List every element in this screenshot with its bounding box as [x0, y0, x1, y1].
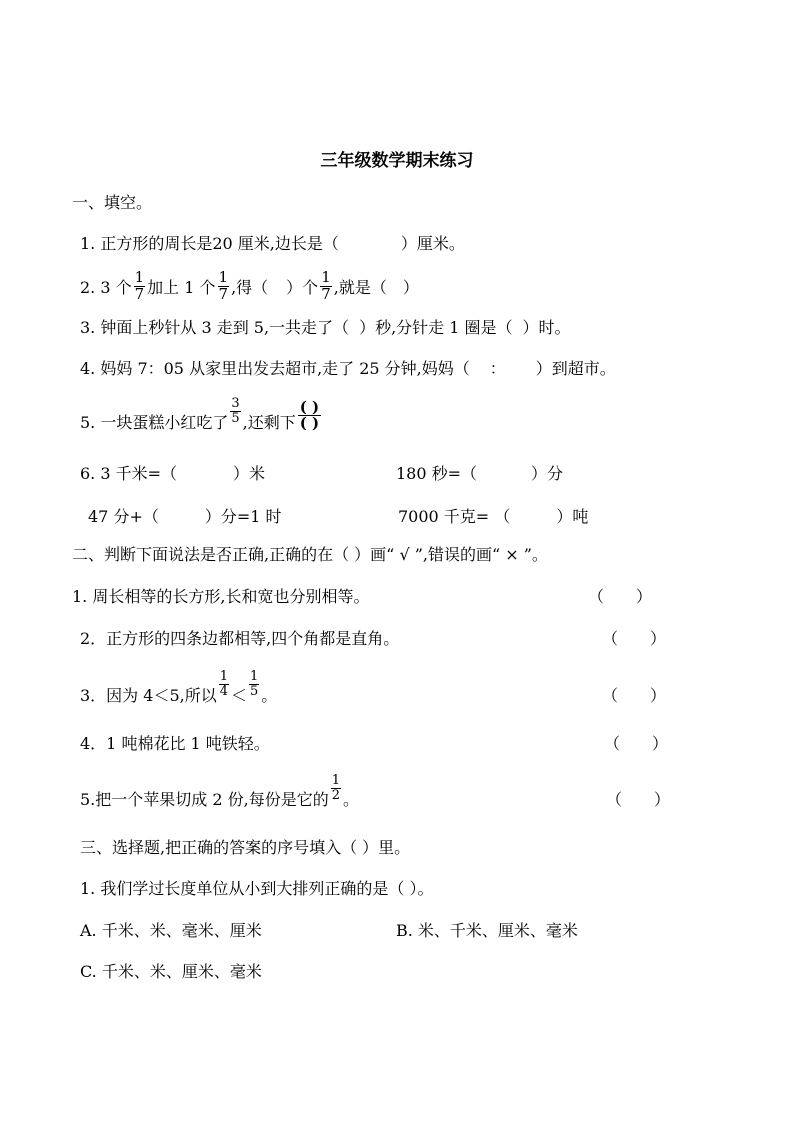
question-1-3: 3. 钟面上秒针从 3 走到 5,一共走了（ ）秒,分针走 1 圈是（ ）时。: [80, 317, 571, 337]
judge-item-1: 1. 周长相等的长方形,长和宽也分别相等。 （ ）: [72, 580, 752, 610]
fraction-one-fifth: $\frac{1}{5}$: [250, 668, 259, 699]
judge-item-5: 5.把一个苹果切成 2 份,每份是它的 $\frac{1}{2}$ 。 （ ）: [80, 772, 671, 809]
question-1-6d: 7000 千克= （ ）吨: [398, 507, 589, 526]
fraction-one-seventh: $\frac{1}{7}$: [134, 267, 145, 303]
judge-item-3: 3．因为 4＜5,所以 $\frac{1}{4}$ ＜ $\frac{1}{5}$ 。 （ ）: [80, 668, 667, 705]
question-1-6c: 47 分+（ ）分=1 时: [88, 507, 282, 526]
judge-item-4: 4．1 吨棉花比 1 吨铁轻。 （ ）: [80, 727, 760, 757]
fraction-one-half: $\frac{1}{2}$: [331, 772, 340, 803]
choice-question-1: 1. 我们学过长度单位从小到大排列正确的是（ ）。: [80, 878, 434, 898]
section-1-heading: 一、填空。: [72, 192, 153, 212]
fraction-one-seventh: $\frac{1}{7}$: [218, 267, 229, 303]
question-1-6a: 6. 3 千米=（ ）米: [80, 464, 266, 483]
answer-paren[interactable]: （ ）: [604, 733, 669, 753]
answer-paren[interactable]: （ ）: [602, 685, 667, 705]
option-a[interactable]: A. 千米、米、毫米、厘米: [80, 920, 262, 940]
question-1-1: 1. 正方形的周长是20 厘米,边长是（ ）厘米。: [80, 233, 465, 253]
blank-fraction[interactable]: $\frac{( )}{( )}$: [299, 397, 320, 432]
option-c[interactable]: C. 千米、米、厘米、毫米: [80, 961, 262, 981]
answer-paren[interactable]: （ ）: [588, 586, 653, 606]
answer-paren[interactable]: （ ）: [602, 628, 667, 648]
question-1-5: 5. 一块蛋糕小红吃了 $\frac{3}{5}$ ,还剩下 $\frac{( )}{( )}$: [80, 395, 320, 432]
question-1-4: 4. 妈妈 7：05 从家里出发去超市,走了 25 分钟,妈妈（ ： ）到超市。: [80, 358, 616, 378]
judge-item-2: 2．正方形的四条边都相等,四个角都是直角。 （ ）: [80, 622, 760, 652]
question-1-2: 2. 3 个 $\frac{1}{7}$ 加上 1 个 $\frac{1}{7}$ ,得（ ）个 $\frac{1}{7}$ ,就是（ ）: [80, 267, 419, 303]
answer-paren[interactable]: （ ）: [606, 789, 671, 809]
fraction-one-fourth: $\frac{1}{4}$: [219, 668, 228, 699]
question-1-6b: 180 秒=（ ）分: [396, 464, 564, 483]
section-3-heading: 三、选择题,把正确的答案的序号填入（ ）里。: [80, 837, 411, 857]
page-title: 三年级数学期末练习: [320, 151, 474, 171]
fraction-one-seventh: $\frac{1}{7}$: [321, 267, 331, 303]
option-b[interactable]: B. 米、千米、厘米、毫米: [396, 920, 578, 940]
fraction-three-fifths: $\frac{3}{5}$: [231, 395, 240, 426]
section-2-heading: 二、判断下面说法是否正确,正确的在（ ）画“ √ ”,错误的画“ × ”。: [72, 544, 548, 564]
